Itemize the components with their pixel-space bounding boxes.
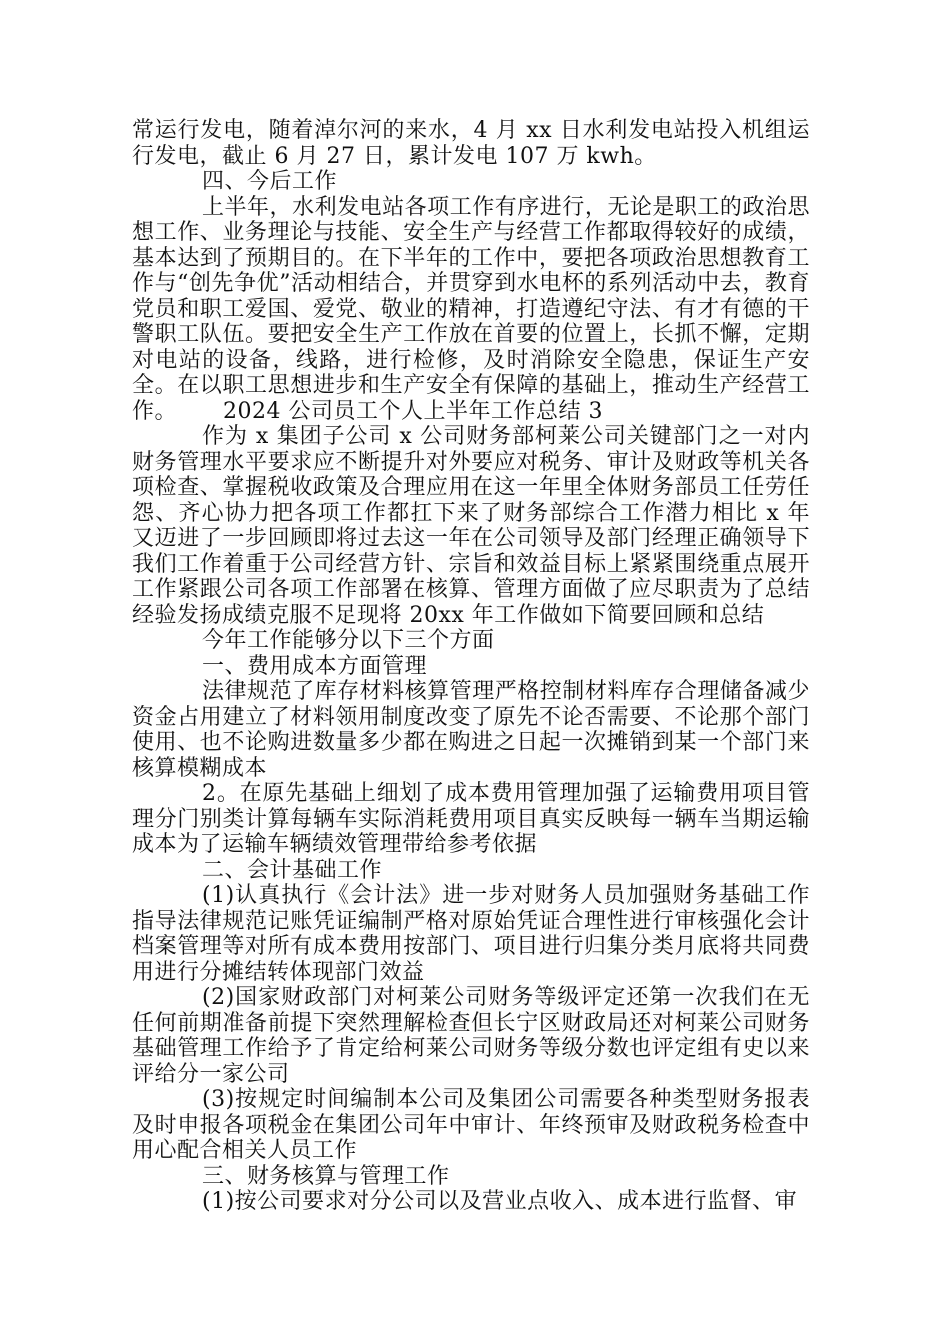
paragraph: 法律规范了库存材料核算管理严格控制材料库存合理储备减少资金占用建立了材料领用制度改变了原先不论否需要、不论那个部门使用、也不论购进数量多少都在购进之日起一次摊销到某一个部门来核算模糊成本 bbox=[132, 679, 810, 781]
document-body bbox=[132, 118, 810, 1215]
paragraph: (1)按公司要求对分公司以及营业点收入、成本进行监督、审 bbox=[202, 1189, 798, 1214]
section-heading: 二、会计基础工作 bbox=[202, 857, 383, 883]
paragraph: (3)按规定时间编制本公司及集团公司需要各种类型财务报表及时申报各项税金在集团公司年中审计、年终预审及财政税务检查中用心配合相关人员工作 bbox=[132, 1087, 810, 1163]
paragraph: 2。在原先基础上细划了成本费用管理加强了运输费用项目管理分门别类计算每辆车实际消耗费用项目真实反映每一辆车当期运输成本为了运输车辆绩效管理带给参考依据 bbox=[132, 781, 810, 857]
paragraph-text: 上半年，水利发电站各项工作有序进行，无论是职工的政治思想工作、业务理论与技能、安全生产与经营工作都取得较好的成绩，基本达到了预期目的。在下半年的工作中，要把各项政治思想教育工作与“创先争优”活动相结合，并贯穿到水电杯的系列活动中去，教育党员和职工爱国、爱党、敬业的精神，打造遵纪守法、有才有德的干警职工队伍。要把安全生产工作放在首要的位置上，长抓不懈，定期对电站的设备，线路，进行检修，及时消除安全隐患，保证生产安全。在以职工思想进步和生产安全有保障的基础上，推动生产经营工作。 bbox=[132, 194, 810, 424]
paragraph: 作为 x 集团子公司 x 公司财务部柯莱公司关键部门之一对内财务管理水平要求应不断提升对外要应对税务、审计及财政等机关各项检查、掌握税收政策及合理应用在这一年里全体财务部员工任劳任怨、齐心协力把各项工作都扛下来了财务部综合工作潜力相比 x 年又迈进了一步回顾即将过去这一年在公司领导及部门经理正确领导下我们工作着重于公司经营方针、宗旨和效益目标上紧紧围绕重点展开工作紧跟公司各项工作部署在核算、管理方面做了应尽职责为了总结经验发扬成绩克服不足现将 20xx 年工作做如下简要回顾和总结 bbox=[132, 424, 810, 628]
paragraph: 常运行发电，随着淖尔河的来水，4 月 xx 日水利发电站投入机组运行发电，截止 6 月 27 日，累计发电 107 万 kwh。 bbox=[132, 118, 810, 169]
section-heading: 一、费用成本方面管理 bbox=[202, 653, 428, 679]
section-heading: 四、今后工作 bbox=[202, 169, 338, 194]
paragraph: (1)认真执行《会计法》进一步对财务人员加强财务基础工作指导法律规范记账凭证编制严格对原始凭证合理性进行审核强化会计档案管理等对所有成本费用按部门、项目进行归集分类月底将共同费用进行分摊结转体现部门效益 bbox=[132, 883, 810, 985]
paragraph: (2)国家财政部门对柯莱公司财务等级评定还第一次我们在无任何前期准备前提下突然理解检查但长宁区财政局还对柯莱公司财务基础管理工作给予了肯定给柯莱公司财务等级分数也评定组有史以来评给分一家公司 bbox=[132, 985, 810, 1087]
document-title: 2024 公司员工个人上半年工作总结 3 bbox=[223, 398, 603, 424]
paragraph: 今年工作能够分以下三个方面 bbox=[202, 628, 495, 653]
section-heading: 三、财务核算与管理工作 bbox=[202, 1163, 450, 1189]
paragraph bbox=[132, 195, 810, 425]
